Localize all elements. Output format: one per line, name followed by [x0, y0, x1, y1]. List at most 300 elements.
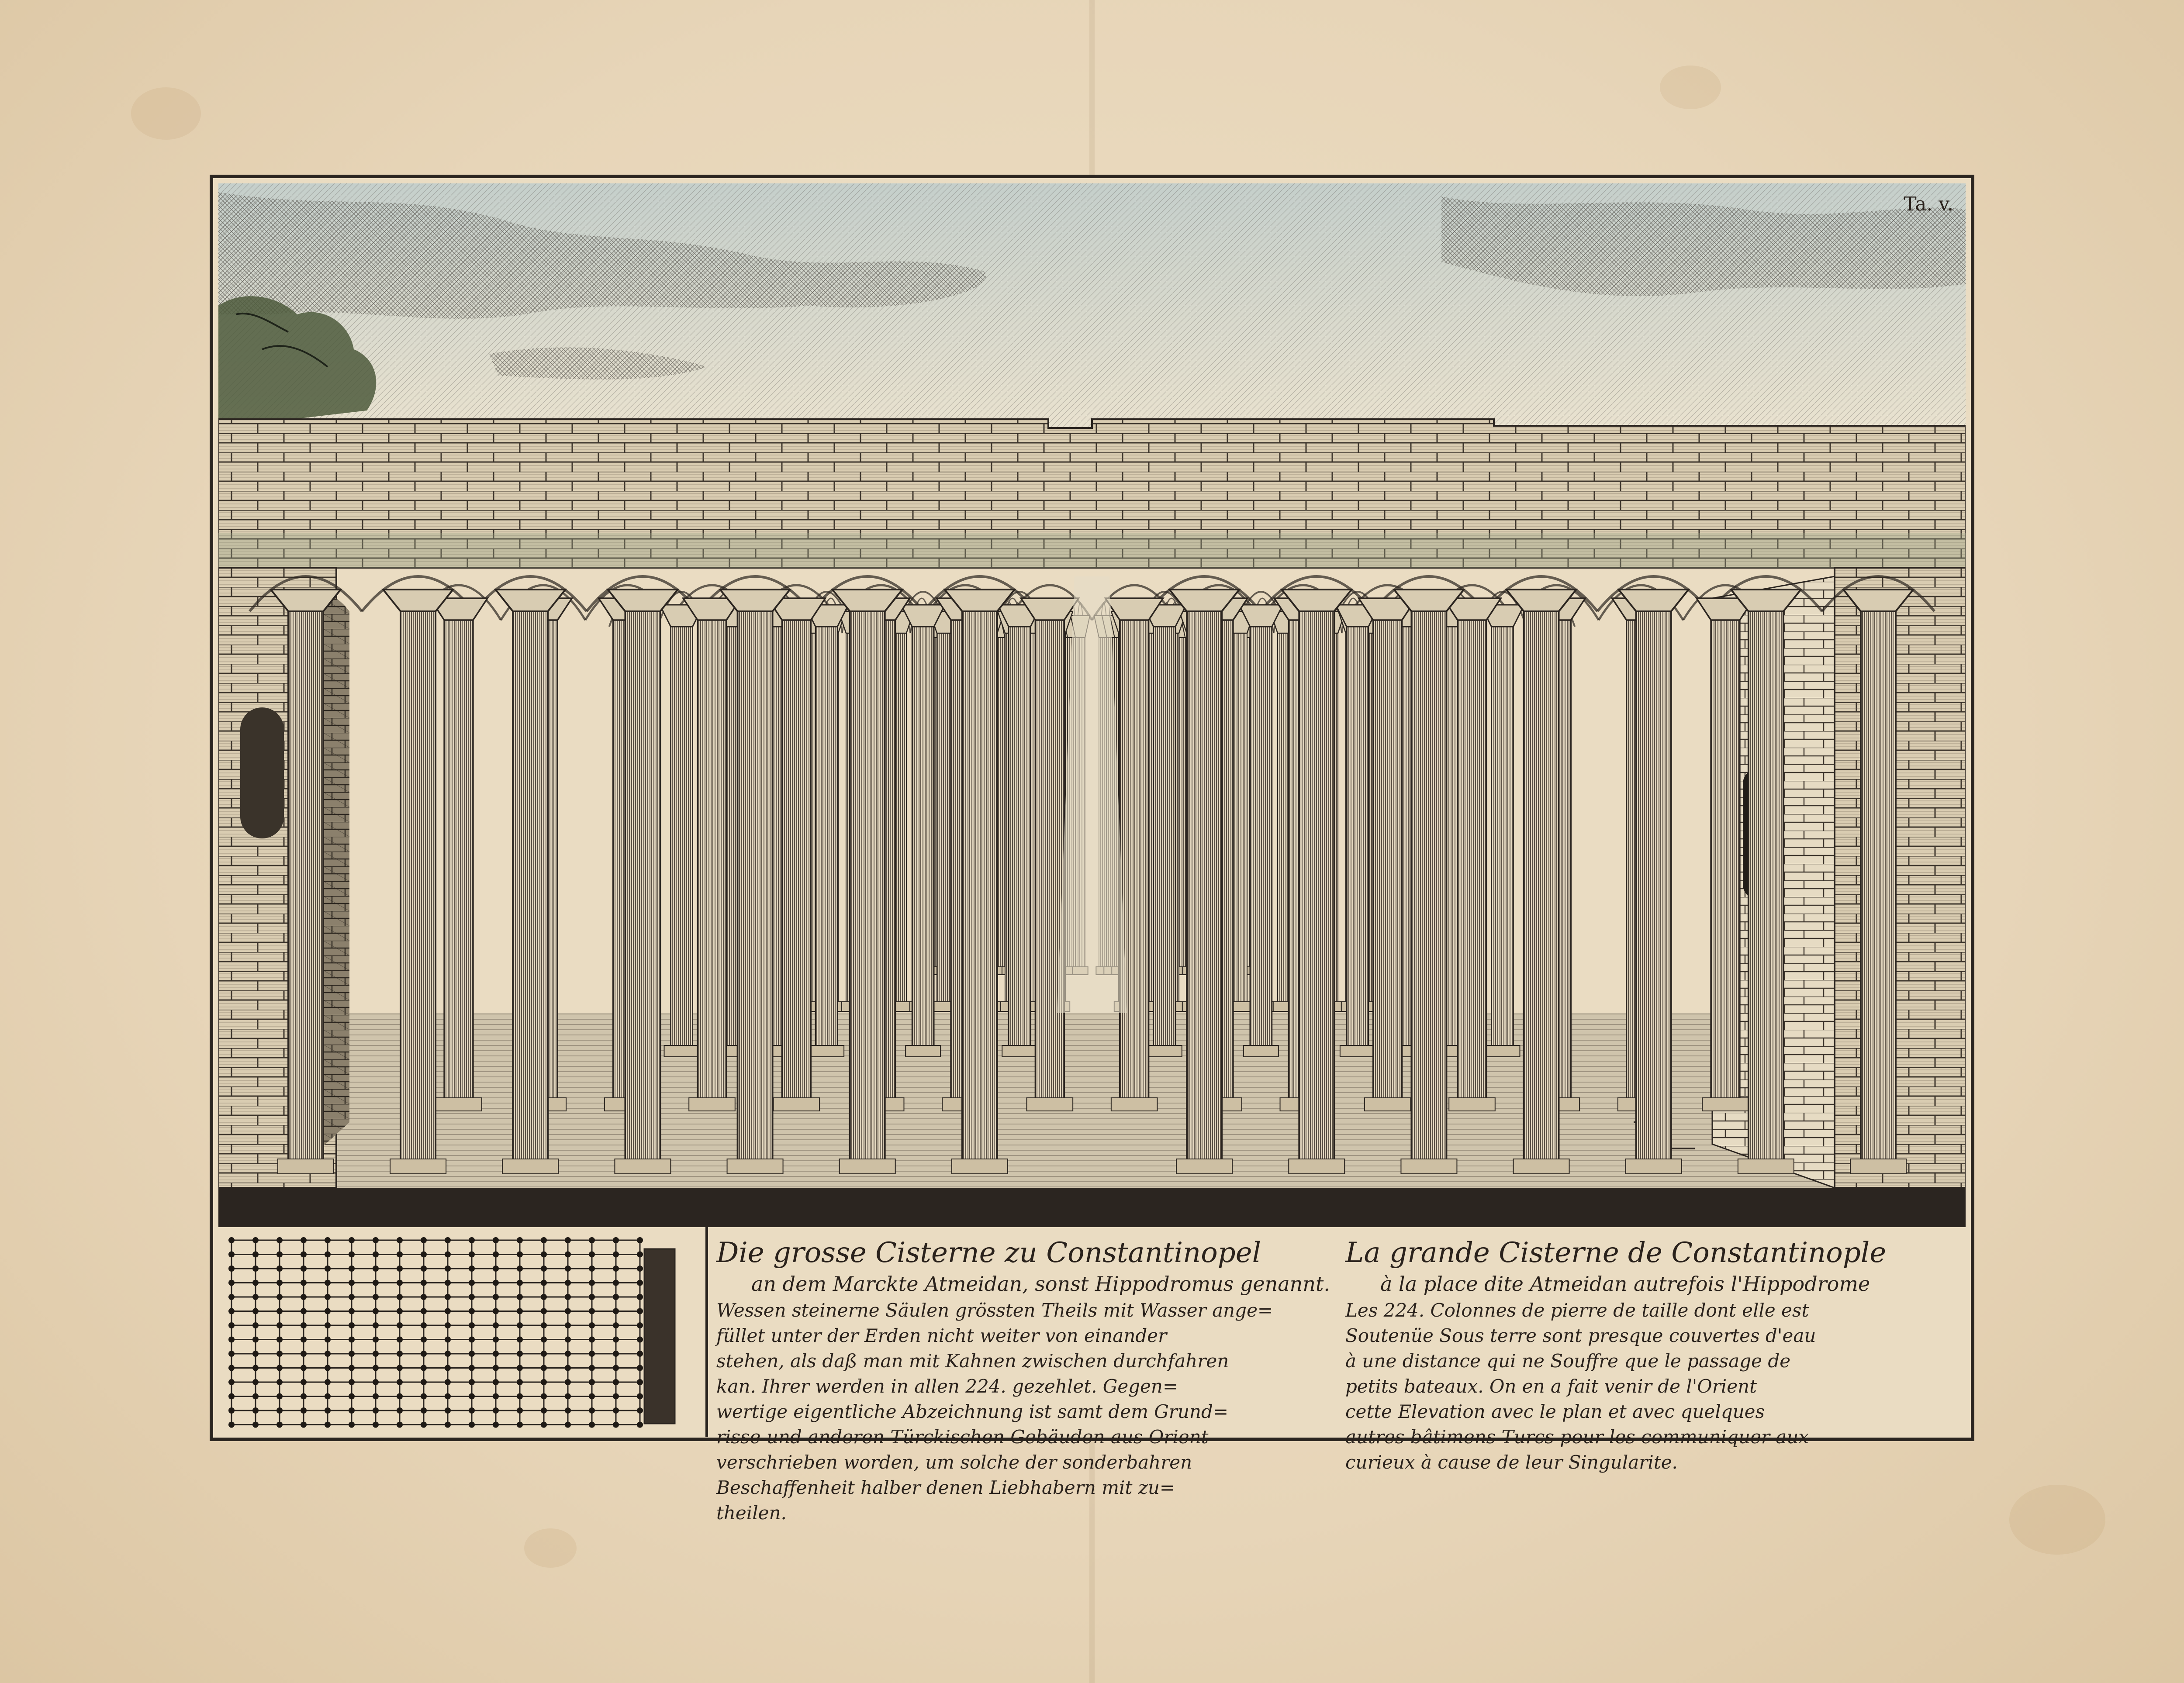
plan-column-dot: [276, 1393, 283, 1400]
foxing-stain: [524, 1528, 577, 1568]
plan-column-dot: [469, 1237, 475, 1243]
plan-column-dot: [637, 1252, 643, 1258]
engraved-plate: [210, 175, 1974, 1524]
plan-column-dot: [228, 1337, 235, 1343]
plan-column-dot: [421, 1337, 427, 1343]
cloud: [1441, 197, 1966, 296]
plan-column-dot: [252, 1365, 259, 1371]
plan-column-dot: [589, 1237, 595, 1243]
left-window: [240, 707, 284, 838]
plan-column-dot: [421, 1294, 427, 1300]
german-body: [716, 1298, 1328, 1526]
plan-column-dot: [493, 1351, 499, 1357]
plan-column-dot: [565, 1294, 571, 1300]
plan-column-dot: [589, 1365, 595, 1371]
column-shaft: [671, 609, 693, 1048]
column-shaft: [962, 594, 997, 1162]
plan-column-dot: [373, 1252, 379, 1258]
plan-column-dot: [228, 1393, 235, 1400]
plan-column-dot: [637, 1237, 643, 1243]
column-shaft: [513, 594, 548, 1162]
plan-column-dot: [493, 1308, 499, 1314]
plan-column-dot: [325, 1266, 331, 1272]
column-base: [615, 1159, 670, 1174]
column-shaft: [912, 609, 934, 1048]
plan-column-dot: [517, 1379, 523, 1385]
plan-column-dot: [276, 1365, 283, 1371]
plan-column-dot: [252, 1252, 259, 1258]
plan-column-dot: [517, 1266, 523, 1272]
plan-column-dot: [541, 1365, 547, 1371]
plan-column-dot: [541, 1237, 547, 1243]
column-shaft: [1250, 609, 1272, 1048]
plan-column-dot: [325, 1252, 331, 1258]
plan-column-dot: [517, 1393, 523, 1400]
column-base: [1449, 1098, 1495, 1111]
column-shaft: [1411, 594, 1446, 1162]
plan-column-dot: [565, 1379, 571, 1385]
plan-column-dot: [373, 1337, 379, 1343]
column-shaft: [1187, 594, 1222, 1162]
plan-column-dot: [252, 1422, 259, 1428]
plan-column-dot: [469, 1308, 475, 1314]
plan-column-dot: [276, 1280, 283, 1286]
plan-column-dot: [565, 1280, 571, 1286]
plan-column-dot: [517, 1308, 523, 1314]
plan-column-dot: [349, 1422, 355, 1428]
plan-column-dot: [517, 1294, 523, 1300]
plan-column-dot: [252, 1337, 259, 1343]
plan-column-dot: [469, 1351, 475, 1357]
plan-column-dot: [589, 1393, 595, 1400]
plan-column-dot: [325, 1393, 331, 1400]
plan-column-dot: [541, 1308, 547, 1314]
plan-column-dot: [493, 1322, 499, 1328]
plan-column-dot: [541, 1407, 547, 1414]
plan-column-dot: [469, 1379, 475, 1385]
column-base: [1111, 1098, 1158, 1111]
plan-column-dot: [445, 1422, 451, 1428]
plan-column-dot: [613, 1266, 619, 1272]
plan-column-dot: [325, 1308, 331, 1314]
plan-column-dot: [517, 1252, 523, 1258]
plan-column-dot: [349, 1351, 355, 1357]
plan-column-dot: [252, 1294, 259, 1300]
plan-column-dot: [565, 1322, 571, 1328]
column-shaft: [288, 594, 323, 1162]
plan-column-dot: [541, 1393, 547, 1400]
plan-column-dot: [325, 1337, 331, 1343]
column-base: [1850, 1159, 1906, 1174]
plan-column-dot: [276, 1337, 283, 1343]
plan-column-dot: [349, 1266, 355, 1272]
plan-column-dot: [421, 1266, 427, 1272]
plan-column-dot: [517, 1280, 523, 1286]
column-shaft: [1636, 594, 1671, 1162]
plan-column-dot: [252, 1280, 259, 1286]
plan-column-dot: [493, 1252, 499, 1258]
plan-column-dot: [565, 1266, 571, 1272]
column-base: [840, 1159, 895, 1174]
plan-column-dot: [469, 1337, 475, 1343]
plan-column-dot: [445, 1294, 451, 1300]
plan-column-dot: [565, 1365, 571, 1371]
plan-column-dot: [325, 1237, 331, 1243]
plan-column-dot: [589, 1337, 595, 1343]
plan-column-dot: [252, 1266, 259, 1272]
plan-column-dot: [613, 1252, 619, 1258]
plan-column-dot: [325, 1422, 331, 1428]
plan-column-dot: [517, 1407, 523, 1414]
plan-column-dot: [589, 1294, 595, 1300]
column-shaft: [816, 609, 837, 1048]
german-line: füllet unter der Erden nicht weiter von einander: [716, 1325, 1167, 1346]
plan-column-dot: [349, 1308, 355, 1314]
plan-column-dot: [276, 1407, 283, 1414]
plan-column-dot: [613, 1294, 619, 1300]
plan-column-dot: [276, 1294, 283, 1300]
plan-column-dot: [517, 1237, 523, 1243]
german-line: theilen.: [716, 1502, 787, 1524]
plan-column-dot: [228, 1266, 235, 1272]
plan-column-dot: [613, 1351, 619, 1357]
plan-column-dot: [493, 1294, 499, 1300]
plan-column-dot: [613, 1407, 619, 1414]
column-base: [1244, 1045, 1279, 1057]
plan-column-dot: [541, 1294, 547, 1300]
column-base: [390, 1159, 446, 1174]
plan-column-dot: [349, 1407, 355, 1414]
column-shaft: [1009, 609, 1030, 1048]
plan-column-dot: [541, 1351, 547, 1357]
column-shaft: [1458, 603, 1486, 1100]
column-base: [1514, 1159, 1569, 1174]
plan-column-dot: [565, 1308, 571, 1314]
plan-column-dot: [589, 1322, 595, 1328]
column-base: [664, 1045, 699, 1057]
foxing-stain: [131, 87, 201, 140]
column-base: [1738, 1159, 1794, 1174]
plan-column-dot: [469, 1322, 475, 1328]
plan-column-dot: [421, 1422, 427, 1428]
french-subtitle: à la place dite Atmeidan autrefois l'Hippodrome: [1380, 1272, 1870, 1296]
plan-column-dot: [469, 1294, 475, 1300]
plan-column-dot: [301, 1351, 307, 1357]
plan-column-dot: [301, 1280, 307, 1286]
plan-column-dot: [276, 1308, 283, 1314]
plan-column-dot: [349, 1365, 355, 1371]
plan-column-dot: [301, 1266, 307, 1272]
plan-column-dot: [301, 1308, 307, 1314]
french-line: autres bâtimens Turcs pour les communiquer aux: [1345, 1426, 1809, 1448]
plan-column-dot: [349, 1252, 355, 1258]
plan-column-dot: [445, 1393, 451, 1400]
plan-column-dot: [325, 1351, 331, 1357]
plan-column-dot: [565, 1252, 571, 1258]
plan-column-dot: [613, 1422, 619, 1428]
column-base: [502, 1159, 558, 1174]
plan-column-dot: [349, 1237, 355, 1243]
plan-column-dot: [276, 1422, 283, 1428]
plan-column-dot: [445, 1351, 451, 1357]
column-shaft: [1373, 603, 1402, 1100]
plan-column-dot: [589, 1280, 595, 1286]
french-line: curieux à cause de leur Singularite.: [1345, 1452, 1678, 1473]
german-caption: [716, 1236, 1328, 1526]
plan-column-dot: [252, 1322, 259, 1328]
plan-column-dot: [445, 1308, 451, 1314]
column-base: [1027, 1098, 1073, 1111]
plan-column-dot: [228, 1322, 235, 1328]
plan-column-dot: [397, 1337, 403, 1343]
plan-column-dot: [421, 1237, 427, 1243]
plan-column-dot: [589, 1266, 595, 1272]
plan-column-dot: [589, 1252, 595, 1258]
plan-column-dot: [445, 1280, 451, 1286]
plan-column-dot: [325, 1365, 331, 1371]
plan-column-dot: [325, 1294, 331, 1300]
plan-column-dot: [445, 1365, 451, 1371]
plan-column-dot: [637, 1337, 643, 1343]
column-shaft: [1861, 594, 1896, 1162]
plate-number: Ta. v.: [1904, 193, 1953, 215]
plan-column-dot: [301, 1393, 307, 1400]
plan-column-dot: [301, 1294, 307, 1300]
baseline-border: [218, 1188, 1966, 1223]
column-shaft: [1035, 603, 1064, 1100]
plan-column-dot: [228, 1280, 235, 1286]
plan-column-dot: [469, 1422, 475, 1428]
plan-column-dot: [637, 1379, 643, 1385]
plan-column-dot: [325, 1322, 331, 1328]
plan-column-dot: [469, 1365, 475, 1371]
foxing-stain: [1660, 66, 1721, 109]
column-base: [809, 1045, 844, 1057]
plan-column-dot: [445, 1407, 451, 1414]
plan-column-dot: [252, 1407, 259, 1414]
plan-column-dot: [349, 1322, 355, 1328]
plan-column-dot: [373, 1308, 379, 1314]
plan-column-dot: [397, 1365, 403, 1371]
plan-column-dot: [397, 1237, 403, 1243]
column-base: [435, 1098, 482, 1111]
plan-column-dot: [445, 1322, 451, 1328]
plan-column-dot: [228, 1365, 235, 1371]
column-shaft: [444, 603, 473, 1100]
german-line: Beschaffenheit halber denen Liebhabern mit zu=: [716, 1477, 1175, 1498]
plan-column-dot: [637, 1393, 643, 1400]
right-wall: [1835, 568, 1966, 1188]
column-shaft: [738, 594, 773, 1162]
french-line: à une distance qui ne Souffre que le passage de: [1345, 1350, 1791, 1372]
plan-column-dot: [373, 1422, 379, 1428]
plan-column-dot: [301, 1379, 307, 1385]
plan-column-dot: [541, 1379, 547, 1385]
column-base: [1401, 1159, 1457, 1174]
plan-column-dot: [637, 1294, 643, 1300]
column-shaft: [401, 594, 435, 1162]
plan-column-dot: [565, 1407, 571, 1414]
plan-column-dot: [228, 1407, 235, 1414]
plan-column-dot: [517, 1365, 523, 1371]
plan-column-dot: [565, 1237, 571, 1243]
column-shaft: [1347, 609, 1368, 1048]
column-base: [1002, 1045, 1037, 1057]
plan-column-dot: [349, 1393, 355, 1400]
cistern-illustration: [218, 183, 1966, 1223]
plan-column-dot: [228, 1308, 235, 1314]
plan-column-dot: [445, 1237, 451, 1243]
plan-column-dot: [541, 1337, 547, 1343]
french-title: La grande Cisterne de Constantinople: [1345, 1237, 1887, 1269]
plan-column-dot: [469, 1266, 475, 1272]
plan-column-dot: [301, 1337, 307, 1343]
plan-column-dot: [373, 1407, 379, 1414]
plan-divider: [705, 1227, 708, 1437]
plan-column-dot: [493, 1379, 499, 1385]
plan-column-dot: [397, 1422, 403, 1428]
plan-column-dot: [637, 1365, 643, 1371]
plan-column-dot: [613, 1337, 619, 1343]
plan-column-dot: [421, 1308, 427, 1314]
plan-column-dot: [589, 1351, 595, 1357]
plan-column-dot: [637, 1266, 643, 1272]
plan-column-dot: [228, 1252, 235, 1258]
plan-column-dot: [252, 1379, 259, 1385]
plan-column-dot: [301, 1365, 307, 1371]
plan-column-dot: [613, 1308, 619, 1314]
german-line: verschrieben worden, um solche der sonderbahren: [716, 1452, 1192, 1473]
column-shaft: [1120, 603, 1149, 1100]
column-shaft: [1524, 594, 1559, 1162]
plan-column-dot: [445, 1266, 451, 1272]
plan-column-dot: [421, 1379, 427, 1385]
french-body: [1345, 1298, 1957, 1475]
german-line: Wessen steinerne Säulen grössten Theils mit Wasser ange=: [716, 1300, 1273, 1321]
plan-column-dot: [301, 1322, 307, 1328]
plan-column-dot: [421, 1407, 427, 1414]
plan-column-dot: [493, 1422, 499, 1428]
plan-column-dot: [541, 1322, 547, 1328]
column-base: [1147, 1045, 1182, 1057]
plan-column-dot: [276, 1252, 283, 1258]
plan-column-dot: [637, 1308, 643, 1314]
plan-column-dot: [637, 1422, 643, 1428]
plan-column-dot: [325, 1407, 331, 1414]
plan-column-dot: [301, 1237, 307, 1243]
column-base: [1485, 1045, 1520, 1057]
plan-column-dot: [565, 1393, 571, 1400]
german-title: Die grosse Cisterne zu Constantinopel: [716, 1237, 1261, 1269]
plan-column-dot: [493, 1266, 499, 1272]
plan-column-dot: [349, 1379, 355, 1385]
plan-column-dot: [301, 1252, 307, 1258]
plan-column-dot: [301, 1422, 307, 1428]
caption-area: [218, 1223, 1966, 1524]
plan-column-dot: [349, 1294, 355, 1300]
french-line: cette Elevation avec le plan et avec quelques: [1345, 1401, 1765, 1422]
plan-column-dot: [397, 1379, 403, 1385]
plan-column-dot: [373, 1237, 379, 1243]
plan-column-dot: [349, 1280, 355, 1286]
plan-column-dot: [252, 1237, 259, 1243]
plan-column-dot: [373, 1294, 379, 1300]
column-base: [1702, 1098, 1749, 1111]
plan-column-dot: [493, 1407, 499, 1414]
plan-column-dot: [469, 1252, 475, 1258]
plan-column-dot: [493, 1280, 499, 1286]
plan-column-dot: [541, 1252, 547, 1258]
plan-column-dot: [637, 1351, 643, 1357]
plan-column-dot: [397, 1252, 403, 1258]
plan-column-dot: [397, 1266, 403, 1272]
french-line: Soutenüe Sous terre sont presque couvertes d'eau: [1345, 1325, 1816, 1346]
column-base: [1365, 1098, 1411, 1111]
column-shaft: [937, 616, 952, 1004]
plan-column-dot: [373, 1393, 379, 1400]
plan-column-dot: [445, 1252, 451, 1258]
plan-column-dot: [228, 1379, 235, 1385]
plan-column-dot: [613, 1379, 619, 1385]
plan-column-dot: [445, 1379, 451, 1385]
plan-column-dot: [397, 1393, 403, 1400]
plan-column-dot: [565, 1337, 571, 1343]
column-shaft: [1711, 603, 1740, 1100]
plan-column-dot: [517, 1351, 523, 1357]
plan-column-dot: [445, 1337, 451, 1343]
plan-column-dot: [421, 1393, 427, 1400]
plan-column-dot: [421, 1252, 427, 1258]
german-line: risse und anderen Türckischen Gebäuden aus Orient: [716, 1426, 1209, 1448]
plan-column-dot: [276, 1266, 283, 1272]
plan-column-dot: [613, 1280, 619, 1286]
plan-column-dot: [373, 1280, 379, 1286]
german-subtitle: an dem Marckte Atmeidan, sonst Hippodromus genannt.: [751, 1272, 1330, 1296]
column-shaft: [1299, 594, 1334, 1162]
column-base: [278, 1159, 334, 1174]
plan-column-dot: [397, 1308, 403, 1314]
plan-column-dot: [397, 1280, 403, 1286]
plan-column-dot: [252, 1308, 259, 1314]
column-shaft: [625, 594, 660, 1162]
plan-column-dot: [517, 1322, 523, 1328]
plan-column-dot: [373, 1365, 379, 1371]
plan-column-dot: [589, 1379, 595, 1385]
plan-column-dot: [493, 1337, 499, 1343]
plan-wall-section: [644, 1249, 675, 1424]
column-base: [689, 1098, 735, 1111]
column-shaft: [1749, 594, 1783, 1162]
plan-column-dot: [397, 1322, 403, 1328]
plan-column-dot: [397, 1351, 403, 1357]
plan-column-dot: [589, 1407, 595, 1414]
plan-column-dot: [373, 1266, 379, 1272]
german-line: wertige eigentliche Abzeichnung ist samt dem Grund=: [716, 1401, 1229, 1422]
plan-column-dot: [373, 1351, 379, 1357]
plan-column-dot: [228, 1294, 235, 1300]
plan-column-dot: [421, 1322, 427, 1328]
plan-column-dot: [637, 1407, 643, 1414]
plan-column-dot: [613, 1237, 619, 1243]
column-shaft: [782, 603, 811, 1100]
plan-column-dot: [252, 1393, 259, 1400]
column-base: [727, 1159, 783, 1174]
german-line: stehen, als daß man mit Kahnen zwischen durchfahren: [716, 1350, 1229, 1372]
column-base: [1626, 1159, 1682, 1174]
plan-column-dot: [493, 1393, 499, 1400]
column-base: [1176, 1159, 1232, 1174]
plan-column-dot: [397, 1407, 403, 1414]
